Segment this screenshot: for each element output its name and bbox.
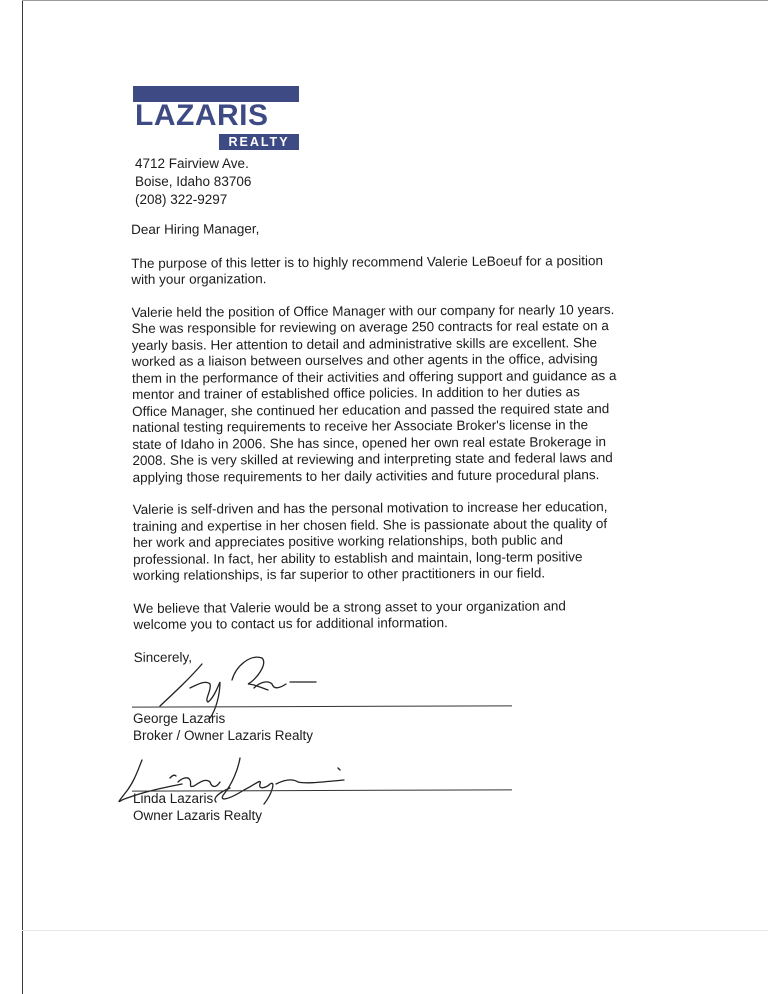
signer-name: George Lazaris bbox=[133, 711, 226, 726]
company-address bbox=[135, 155, 251, 209]
page-left-edge bbox=[22, 0, 23, 994]
company-logo bbox=[133, 86, 299, 150]
paragraph-conclusion bbox=[133, 597, 653, 633]
paragraph-line: her work and appreciates positive working relationships, both public and bbox=[132, 532, 563, 550]
paragraph-character bbox=[133, 499, 653, 585]
letter-closing: Sincerely, bbox=[133, 649, 192, 665]
paragraph-line: applying those requirements to her daily activities and future procedural plans. bbox=[132, 466, 600, 485]
address-street: 4712 Fairview Ave. bbox=[135, 156, 249, 171]
logo-tagline: REALTY bbox=[219, 134, 299, 150]
address-phone: (208) 322-9297 bbox=[135, 192, 228, 207]
logo-name: LAZARIS bbox=[135, 99, 269, 132]
letter-greeting: Dear Hiring Manager, bbox=[131, 221, 260, 237]
paragraph-experience bbox=[132, 301, 653, 486]
signer-linda bbox=[133, 790, 262, 824]
paragraph-line: working relationships, is far superior to other practitioners in our field. bbox=[133, 565, 546, 583]
paragraph-line: state of Idaho in 2006. She has since, opened her own real estate Brokerage in bbox=[132, 433, 606, 452]
paragraph-line: training and expertise in her chosen field. She is passionate about the quality of bbox=[132, 515, 608, 534]
paragraph-line: yearly basis. Her attention to detail and administrative skills are excellent. She bbox=[131, 334, 598, 353]
signer-name: Linda Lazaris bbox=[133, 791, 214, 806]
paragraph-line: with your organization. bbox=[131, 271, 267, 287]
letter-body bbox=[131, 219, 654, 682]
address-city: Boise, Idaho 83706 bbox=[135, 174, 252, 189]
paragraph-line: professional. In fact, her ability to establish and maintain, long-term positive bbox=[133, 548, 583, 567]
page-bottom-shadow bbox=[22, 930, 768, 931]
paragraph-line: them in the performance of their activities and offering support and guidance as a bbox=[131, 367, 617, 386]
paragraph-intro bbox=[131, 252, 651, 288]
signer-title: Broker / Owner Lazaris Realty bbox=[133, 728, 314, 743]
signer-george bbox=[133, 710, 313, 744]
paragraph-line: The purpose of this letter is to highly recommend Valerie LeBoeuf for a position bbox=[131, 252, 604, 271]
paragraph-line: She was responsible for reviewing on average 250 contracts for real estate on a bbox=[131, 318, 609, 336]
signature-george bbox=[150, 640, 330, 720]
paragraph-line: We believe that Valerie would be a strong asset to your organization and bbox=[133, 597, 566, 616]
paragraph-line: Office Manager, she continued her education and passed the required state and bbox=[132, 400, 610, 419]
signer-title: Owner Lazaris Realty bbox=[133, 808, 263, 823]
paragraph-line: mentor and trainer of established office policies. In addition to her duties as bbox=[132, 384, 580, 402]
paragraph-line: 2008. She is very skilled at reviewing and interpreting state and federal laws and bbox=[132, 450, 613, 468]
paragraph-line: worked as a liaison between ourselves and other agents in the office, advising bbox=[131, 351, 598, 369]
paragraph-line: national testing requirements to receive her Associate Broker's license in the bbox=[132, 417, 589, 435]
paragraph-line: Valerie held the position of Office Manager with our company for nearly 10 years. bbox=[131, 301, 615, 320]
page-top-edge bbox=[22, 0, 768, 1]
paragraph-line: welcome you to contact us for additional information. bbox=[133, 615, 448, 632]
paragraph-line: Valerie is self-driven and has the personal motivation to increase her education, bbox=[132, 499, 608, 517]
